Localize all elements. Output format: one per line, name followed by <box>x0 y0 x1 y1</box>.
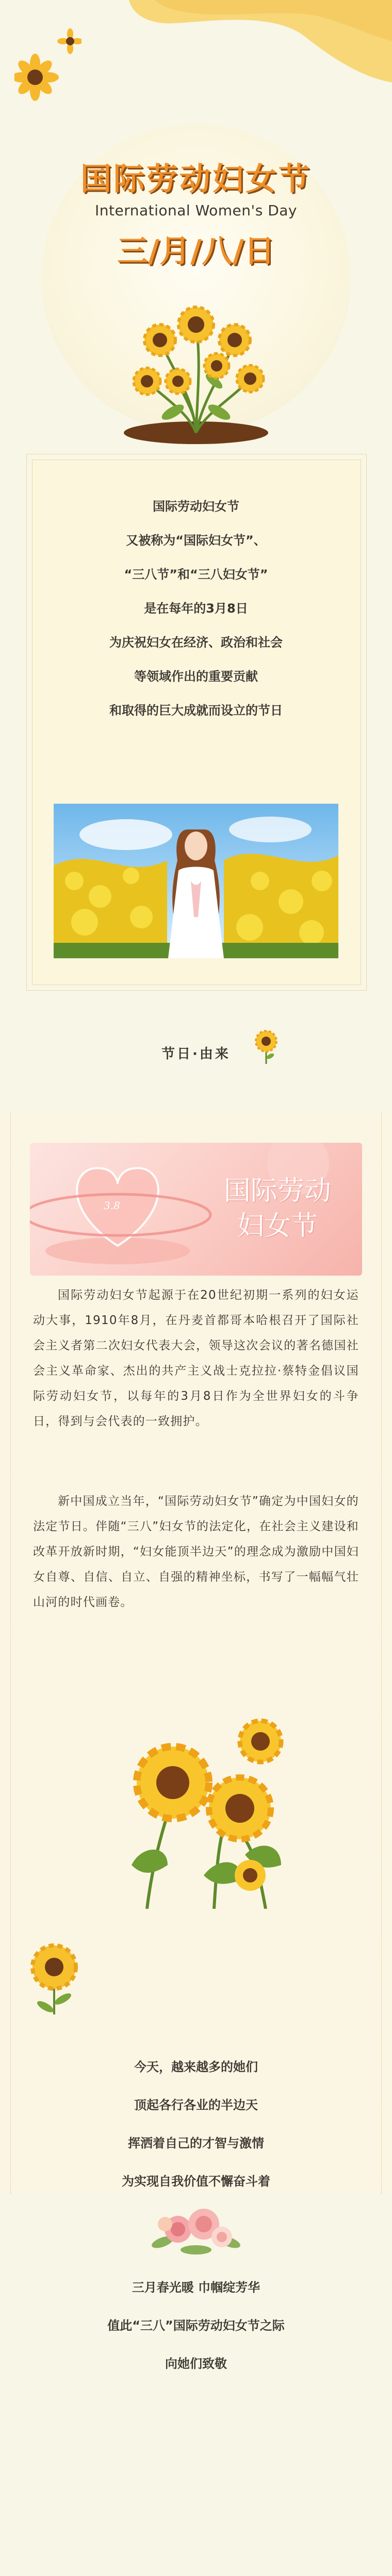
womens-day-banner <box>30 1143 362 1276</box>
section-title-origin: 节日·由来 <box>161 1046 231 1062</box>
intro-line: 是在每年的3月8日 <box>144 601 248 616</box>
poem-line: 三月春光暖 巾帼绽芳华 <box>132 2280 260 2295</box>
banner-title-line: 妇女节 <box>237 1211 318 1242</box>
poem-line: 今天，越来越多的她们 <box>134 2060 258 2074</box>
sunflower-icon <box>252 1028 281 1064</box>
intro-line: 又被称为“国际妇女节”、 <box>126 533 266 548</box>
intro-line: 国际劳动妇女节 <box>153 499 239 514</box>
intro-text <box>32 489 360 727</box>
banner-title-line: 国际劳动 <box>223 1176 331 1207</box>
sunflower-icon <box>26 1937 83 2014</box>
poem-line: 顶起各行各业的半边天 <box>134 2098 258 2112</box>
origin-paragraph-2: 新中国成立当年，“国际劳动妇女节”确定为中国妇女的法定节日。伴随“三八”妇女节的法定化，在社会主义建设和改革开放新时期，“妇女能顶半边天”的理念成为激励中国妇女自尊、自信、自立、自强的精神坐标，书写了一幅幅气壮山河的时代画卷。 <box>33 1495 359 1609</box>
poem-line: 为实现自我价值不懈奋斗着 <box>122 2174 270 2189</box>
page-title: 国际劳动妇女节 <box>80 161 312 197</box>
poem-line: 挥洒着自己的才智与激情 <box>128 2136 264 2150</box>
intro-line: “三八节”和“三八妇女节” <box>124 567 268 582</box>
poem-line: 值此“三八”国际劳动妇女节之际 <box>107 2318 285 2333</box>
banner-title <box>200 1174 355 1244</box>
intro-line: 等领域作出的重要贡献 <box>134 669 258 684</box>
girl-flower-field-illustration <box>54 804 338 958</box>
sunflower-painting <box>111 1710 289 1909</box>
sunflower-icon <box>14 21 81 108</box>
intro-line: 为庆祝妇女在经济、政治和社会 <box>109 635 283 650</box>
intro-line: 和取得的巨大成就而设立的节日 <box>109 703 283 718</box>
date-title: 三/月/八/日 <box>117 233 275 269</box>
poem-line: 向她们致敬 <box>165 2357 227 2371</box>
sunflower-bouquet <box>111 294 281 448</box>
rose-cluster <box>147 2201 245 2258</box>
banner-heart-text: 3.8 <box>104 1199 120 1212</box>
page-subtitle: International Women's Day <box>94 202 297 219</box>
origin-paragraph-1: 国际劳动妇女节起源于在20世纪初期一系列的妇女运动大事，1910年8月，在丹麦首都哥本哈根召开了国际社会主义者第二次妇女代表大会，领导这次会议的著名德国社会主义革命家、杰出的共产主义战士克拉拉·蔡特金倡议国际劳动妇女节，以每年的3月8日作为全世界妇女的斗争日，得到与会代表的一致拥护。 <box>33 1289 359 1428</box>
